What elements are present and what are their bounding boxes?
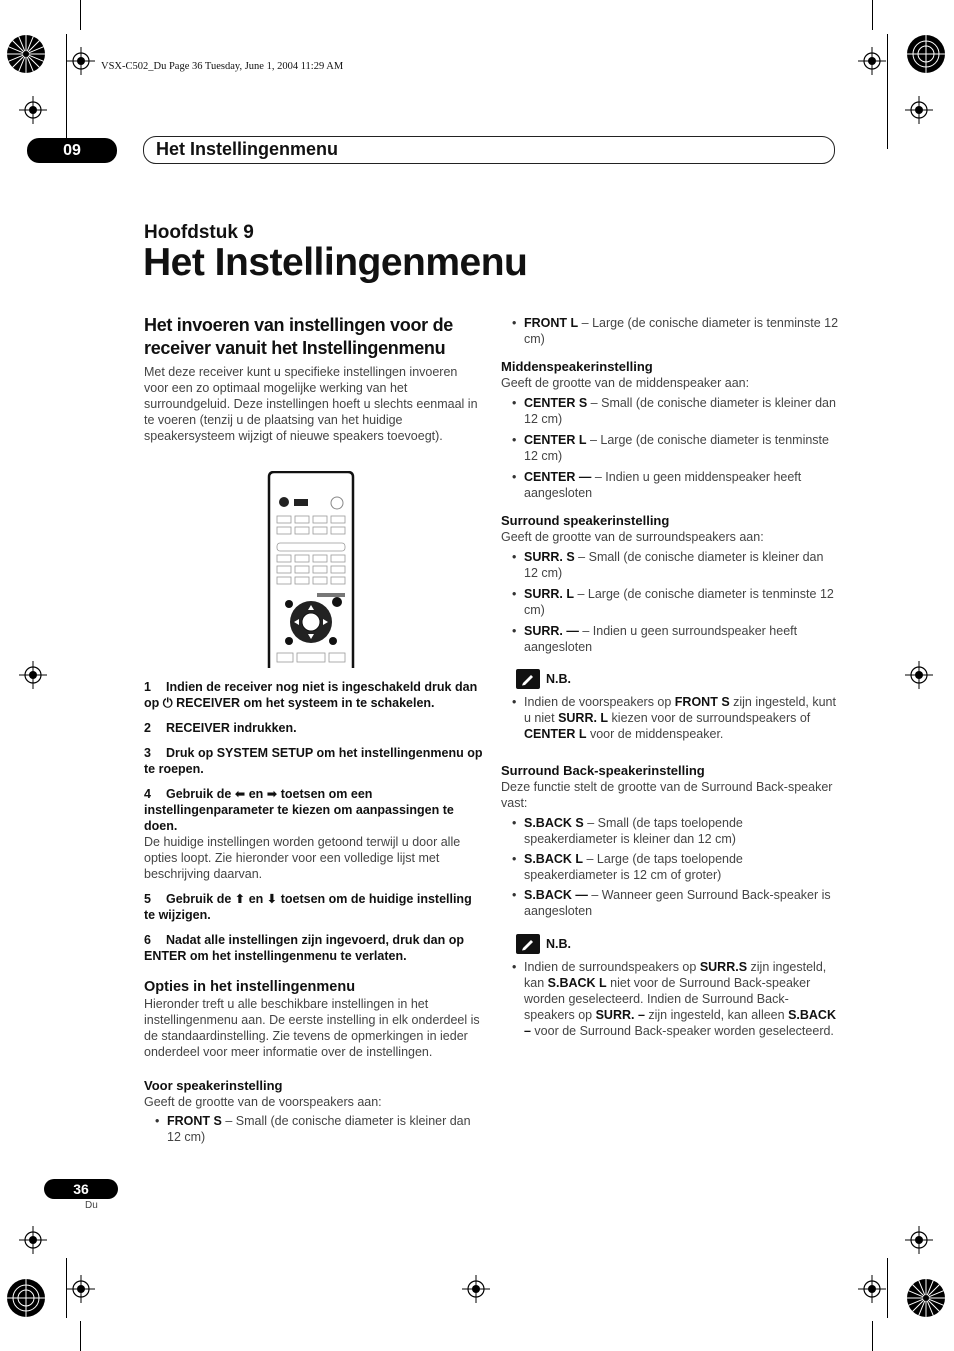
page-number: 36	[44, 1179, 118, 1199]
color-target-icon	[6, 34, 46, 74]
surround-back-title: Surround Back-speakerinstelling	[501, 763, 705, 778]
crop-mark	[872, 1321, 873, 1351]
chapter-number-tab: 09	[27, 138, 117, 163]
registration-mark-icon	[905, 96, 933, 124]
front-speaker-text: Geeft de grootte van de voorspeakers aan:	[144, 1095, 382, 1109]
page-language: Du	[85, 1200, 98, 1211]
list-item: • CENTER L – Large (de conische diameter is tenminste 12 cm)	[512, 433, 829, 463]
step-1: 1 Indien de receiver nog niet is ingeschakeld druk dan op ⏻ RECEIVER om het systeem in te schakelen.	[144, 680, 478, 710]
surround-back-text: Deze functie stelt de grootte van de Surround Back-speaker vast:	[501, 780, 833, 810]
surround-speaker-title: Surround speakerinstelling	[501, 513, 670, 528]
registration-mark-icon	[905, 661, 933, 689]
color-target-icon	[6, 1278, 46, 1318]
registration-mark-icon	[19, 96, 47, 124]
step-5: 5 Gebruik de ⬆ en ⬇ toetsen om de huidige instelling te wijzigen.	[144, 892, 472, 922]
options-title: Opties in het instellingenmenu	[144, 979, 356, 995]
step-4-detail: De huidige instellingen worden getoond terwijl u door alle opties loopt. Zie hieronder voor een volledige lijst met beschrijving daarvan.	[144, 835, 461, 881]
registration-mark-icon	[19, 1226, 47, 1254]
pencil-note-icon	[516, 669, 540, 689]
step-4: 4 Gebruik de ⬅ en ➡ toetsen om een instellingenparameter te kiezen om aanpassingen te doen.	[144, 787, 454, 833]
note-item: • Indien de voorspeakers op FRONT S zijn ingesteld, kunt u niet SURR. L kiezen voor de surroundspeakers of CENTER L voor de middenspeaker.	[512, 695, 836, 741]
step-2: 2 RECEIVER indrukken.	[144, 721, 297, 735]
page-title: Het Instellingenmenu	[143, 241, 528, 284]
crop-mark	[80, 1321, 81, 1351]
surround-speaker-text: Geeft de grootte van de surroundspeakers aan:	[501, 530, 764, 544]
note-heading: N.B.	[516, 934, 839, 954]
list-item: • SURR. L – Large (de conische diameter is tenminste 12 cm)	[512, 587, 834, 617]
print-header: VSX-C502_Du Page 36 Tuesday, June 1, 2004 11:29 AM	[101, 61, 344, 72]
crop-mark	[80, 0, 81, 30]
front-speaker-title: Voor speakerinstelling	[144, 1078, 283, 1093]
list-item: • S.BACK S – Small (de taps toelopende speakerdiameter is kleiner dan 12 cm)	[512, 816, 743, 846]
options-paragraph: Hieronder treft u alle beschikbare instellingen in het instellingenmenu aan. De eerste instelling in elk onderdeel is de standaardinstelling. Zie tevens de opmerkingen in ieder onderdeel voor meer informatie over de instellingen.	[144, 997, 480, 1059]
registration-mark-icon	[67, 1275, 95, 1303]
list-item: • FRONT L – Large (de conische diameter is tenminste 12 cm)	[512, 316, 839, 346]
steps-list	[144, 679, 484, 1145]
registration-mark-icon	[462, 1275, 490, 1303]
registration-mark-icon	[67, 47, 95, 75]
center-speaker-title: Middenspeakerinstelling	[501, 359, 653, 374]
left-column	[144, 314, 480, 444]
registration-mark-icon	[19, 661, 47, 689]
crop-mark	[887, 1258, 888, 1318]
note-heading: N.B.	[516, 669, 839, 689]
list-item: • SURR. S – Small (de conische diameter is kleiner dan 12 cm)	[512, 550, 824, 580]
registration-mark-icon	[858, 1275, 886, 1303]
list-item: • FRONT S – Small (de conische diameter is kleiner dan 12 cm)	[155, 1114, 471, 1144]
color-target-icon	[906, 1278, 946, 1318]
registration-mark-icon	[905, 1226, 933, 1254]
remote-control-illustration	[267, 471, 355, 668]
list-item: • S.BACK — – Wanneer geen Surround Back-speaker is aangesloten	[512, 888, 831, 918]
step-6: 6 Nadat alle instellingen zijn ingevoerd, druk dan op ENTER om het instellingenmenu te verlaten.	[144, 933, 464, 963]
list-item: • S.BACK L – Large (de taps toelopende speakerdiameter is 12 cm of groter)	[512, 852, 743, 882]
list-item: • CENTER — – Indien u geen middenspeaker heeft aangesloten	[512, 470, 802, 500]
list-item: • CENTER S – Small (de conische diameter is kleiner dan 12 cm)	[512, 396, 836, 426]
pencil-note-icon	[516, 934, 540, 954]
crop-mark	[66, 34, 67, 149]
note-item: • Indien de surroundspeakers op SURR.S zijn ingesteld, kan S.BACK L niet voor de Surround Back-speaker worden geselecteerd. Indien de Surround Back-speakers op SURR. – zijn ingesteld, kan alleen S.BACK – voor de Surround Back-speaker worden geselecteerd.	[512, 960, 836, 1038]
chapter-bar-title: Het Instellingenmenu	[156, 139, 339, 159]
chapter-label: Hoofdstuk 9	[144, 222, 254, 243]
crop-mark	[872, 0, 873, 30]
color-target-icon	[906, 34, 946, 74]
section-title: Het invoeren van instellingen voor de receiver vanuit het Instellingenmenu	[144, 315, 453, 358]
right-column	[501, 315, 839, 1039]
crop-mark	[887, 34, 888, 149]
step-3: 3 Druk op SYSTEM SETUP om het instellingenmenu op te roepen.	[144, 746, 483, 776]
list-item: • SURR. — – Indien u geen surroundspeaker heeft aangesloten	[512, 624, 798, 654]
crop-mark	[66, 1258, 67, 1318]
registration-mark-icon	[858, 47, 886, 75]
intro-paragraph: Met deze receiver kunt u specifieke instellingen invoeren voor een zo optimaal mogelijke werking van het surroundgeluid. Deze instellingen hoeft u slechts eenmaal in te voeren (tenzij u de plaatsing van het huidige speakersysteem wijzigt of nieuwe speakers toevoegt).	[144, 365, 478, 443]
center-speaker-text: Geeft de grootte van de middenspeaker aan:	[501, 376, 750, 390]
